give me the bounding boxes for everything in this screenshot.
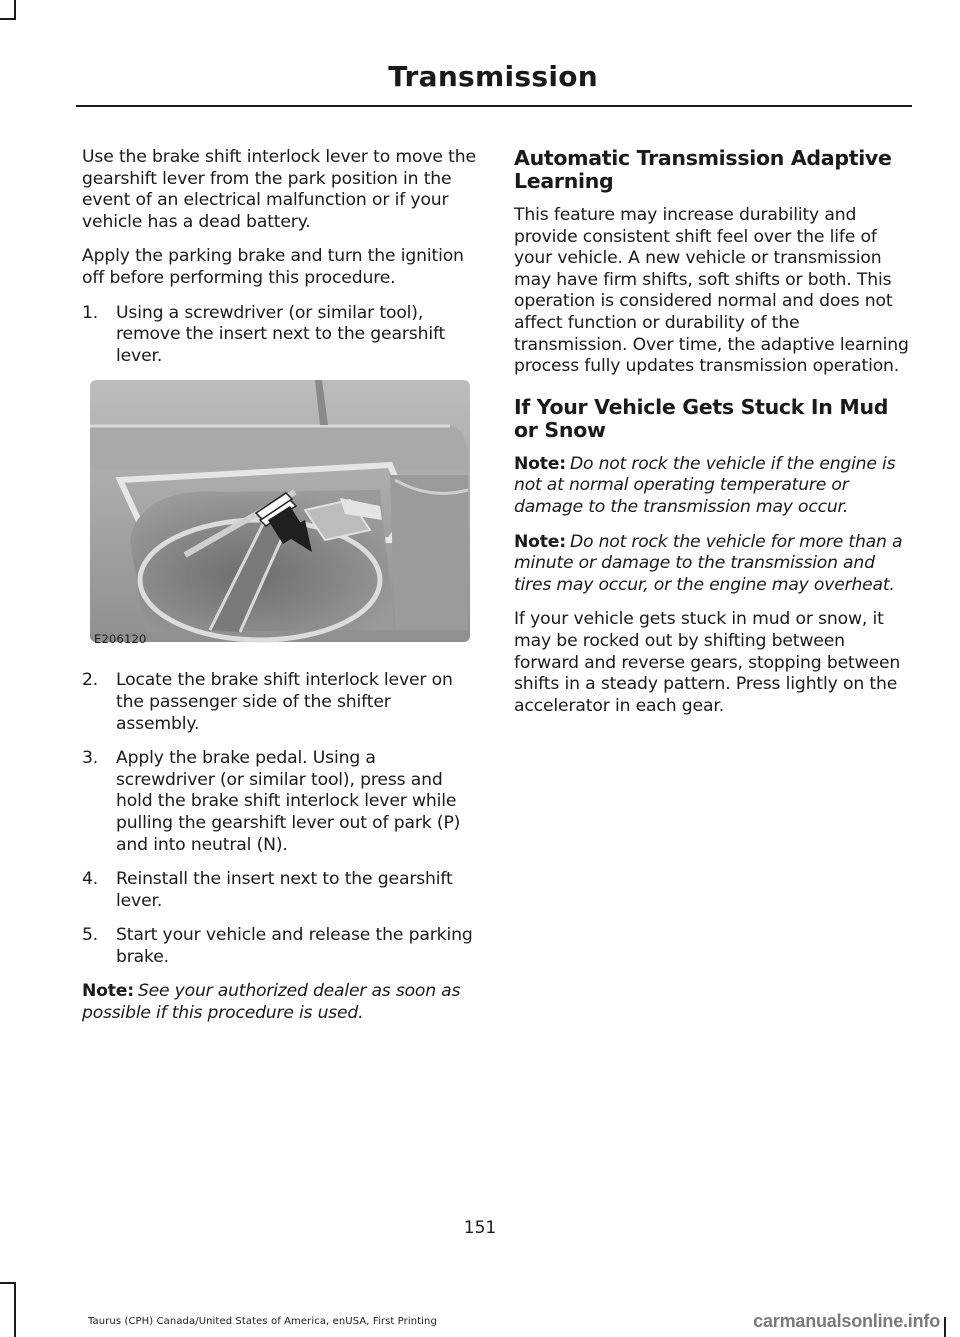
step-4 [82, 869, 478, 912]
crop-mark-bottom-right-v [944, 1317, 946, 1337]
step-number: 1. [82, 302, 99, 323]
page-number: 151 [463, 1218, 497, 1238]
step-text: Start your vehicle and release the parking brake. [116, 925, 473, 967]
note-text: Do not rock the vehicle if the engine is not at normal operating temperature or damage to the transmission may occur. [514, 453, 896, 517]
step-3 [82, 748, 478, 856]
stuck-in-mud-text: If your vehicle gets stuck in mud or snow, it may be rocked out by shifting between forward and reverse gears, stopping between shifts in a steady pattern. Press lightly on the accelerator in each gear. [514, 609, 901, 716]
step-5 [82, 925, 478, 968]
crop-mark-bottom-left-v [14, 1282, 16, 1337]
right-column [514, 147, 910, 730]
crop-mark-top-left-v [14, 0, 16, 20]
section-heading-stuck-in-mud: If Your Vehicle Gets Stuck In Mud or Snow [514, 394, 889, 442]
crop-mark-top-left-h [0, 18, 16, 20]
step-number: 4. [82, 869, 99, 890]
page-title: Transmission [388, 60, 598, 93]
note-label: Note: [514, 453, 566, 474]
note-text: Do not rock the vehicle for more than a minute or damage to the transmission and tires may occur, or the engine may overheat. [514, 531, 903, 595]
note-label: Note: [514, 531, 566, 552]
dealer-note [82, 981, 478, 1024]
watermark: carmanualsonline.info [753, 1311, 940, 1331]
step-number: 2. [82, 670, 99, 691]
step-text: Locate the brake shift interlock lever on the passenger side of the shifter assembly. [116, 670, 453, 734]
step-text: Reinstall the insert next to the gearshift lever. [116, 869, 453, 911]
left-column [82, 147, 478, 1038]
step-number: 3. [82, 748, 99, 769]
step-1 [82, 303, 478, 368]
header-rule [76, 105, 912, 107]
section-heading-adaptive-learning: Automatic Transmission Adaptive Learning [514, 146, 892, 193]
printing-footer: Taurus (CPH) Canada/United States of America, enUSA, First Printing [88, 1316, 437, 1327]
step-number: 5. [82, 925, 99, 946]
step-text: Using a screwdriver (or similar tool), remove the insert next to the gearshift lever. [116, 302, 446, 366]
intro-paragraph-2: Apply the parking brake and turn the ignition off before performing this procedure. [82, 246, 464, 288]
shifter-illustration [90, 380, 470, 648]
intro-paragraph-1: Use the brake shift interlock lever to move the gearshift lever from the park position in the event of an electrical malfunction or if your vehicle has a dead battery. [82, 147, 476, 232]
figure-code: E206120 [94, 632, 147, 647]
step-text: Apply the brake pedal. Using a screwdriver (or similar tool), press and hold the brake shift interlock lever while pulling the gearshift lever out of park (P) and into neutral (N). [116, 748, 461, 855]
step-2 [82, 670, 478, 735]
note-text: See your authorized dealer as soon as possible if this procedure is used. [82, 981, 461, 1024]
adaptive-learning-text: This feature may increase durability and provide consistent shift feel over the life of your vehicle. A new vehicle or transmission may have firm shifts, soft shifts or both. This operation is considered normal and does not affect function or durability of the transmission. Over time, the adaptive learning process fully updates transmission operation. [514, 205, 909, 377]
note-label: Note: [82, 981, 134, 1002]
shifter-insert-figure [90, 380, 470, 648]
mud-note-2 [514, 532, 910, 597]
crop-mark-bottom-left-h [0, 1282, 16, 1284]
mud-note-1 [514, 454, 910, 519]
